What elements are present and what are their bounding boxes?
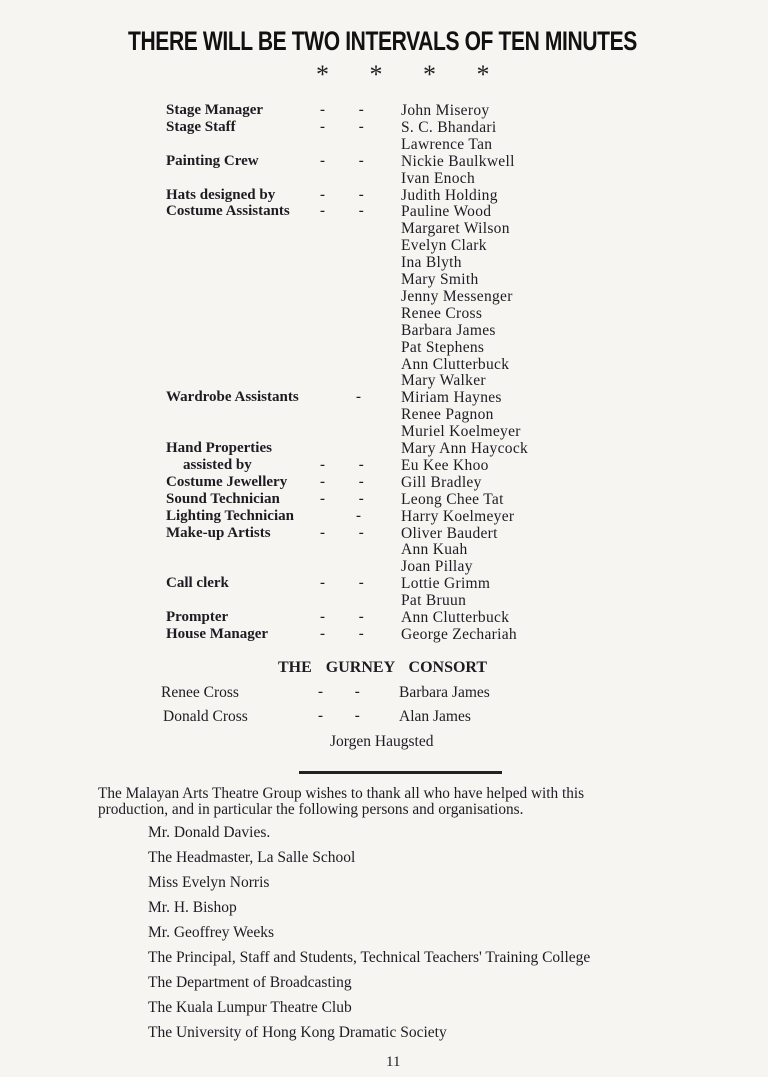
thanks-item: The University of Hong Kong Dramatic Society	[148, 1024, 447, 1041]
dash-separator: - -	[320, 102, 364, 118]
credit-role: Costume Jewellery	[166, 473, 288, 490]
credit-role: Make-up Artists	[166, 524, 271, 541]
thanks-item: The Department of Broadcasting	[148, 974, 352, 991]
credit-name: Nickie Baulkwell	[401, 152, 515, 170]
thanks-item: The Principal, Staff and Students, Technical Teachers' Training College	[148, 949, 591, 966]
credit-role: Hand Properties	[166, 440, 272, 456]
thanks-item: Mr. H. Bishop	[148, 899, 237, 916]
credit-name: Oliver Baudert	[401, 524, 498, 542]
credit-name: John Miseroy	[401, 102, 490, 119]
dash-separator: - -	[320, 118, 364, 135]
credit-name: Judith Holding	[401, 186, 498, 204]
credit-name: Pat Bruun	[401, 592, 467, 610]
credit-name: Pauline Wood	[401, 203, 492, 221]
credit-name: Mary Walker	[401, 372, 486, 390]
credit-role: Painting Crew	[166, 152, 259, 169]
credit-name: Gill Bradley	[401, 473, 482, 491]
credit-name: Leong Chee Tat	[401, 490, 504, 508]
thanks-item: Miss Evelyn Norris	[148, 874, 270, 891]
credit-role: assisted by	[183, 456, 252, 473]
thanks-item: The Kuala Lumpur Theatre Club	[148, 999, 352, 1016]
credit-name: Renee Cross	[401, 304, 483, 322]
credit-name: Ann Clutterbuck	[401, 609, 510, 626]
thanks-item: Mr. Geoffrey Weeks	[148, 924, 275, 941]
credit-role: Call clerk	[166, 575, 229, 592]
credit-name: Jenny Messenger	[401, 287, 513, 305]
credit-name: Evelyn Clark	[401, 237, 487, 255]
credit-role: Prompter	[166, 609, 229, 625]
consort-member: Alan James	[399, 708, 471, 725]
page-heading: THERE WILL BE TWO INTERVALS OF TEN MINUTES	[128, 26, 637, 56]
credit-name: Ina Blyth	[401, 254, 462, 272]
credit-name: S. C. Bhandari	[401, 118, 497, 136]
credit-role: Sound Technician	[166, 490, 280, 507]
consort-member: Jorgen Haugsted	[330, 733, 434, 750]
dash-separator: - -	[320, 152, 364, 169]
credit-name: Pat Stephens	[401, 338, 485, 356]
thanks-item: Mr. Donald Davies.	[148, 824, 271, 841]
credit-name: Ann Kuah	[401, 541, 468, 559]
credit-name: Renee Pagnon	[401, 406, 494, 424]
consort-member: Donald Cross	[163, 708, 248, 725]
dash-separator: - -	[320, 203, 364, 220]
horizontal-rule	[299, 771, 502, 774]
credit-name: Lottie Grimm	[401, 575, 491, 593]
credit-name: Lawrence Tan	[401, 135, 493, 153]
credit-name: Joan Pillay	[401, 558, 473, 576]
thanks-intro-line: The Malayan Arts Theatre Group wishes to thank all who have helped with this	[98, 785, 585, 802]
thanks-intro-line: production, and in particular the following persons and organisations.	[98, 801, 524, 818]
dash-separator: - -	[320, 456, 364, 473]
dash-separator: - -	[318, 708, 360, 724]
credit-name: Ivan Enoch	[401, 169, 476, 187]
credit-role: Costume Assistants	[166, 203, 290, 220]
credit-name: Harry Koelmeyer	[401, 507, 515, 525]
dash-separator: - -	[320, 575, 364, 592]
credit-role: Stage Staff	[166, 118, 236, 135]
credit-role: Hats designed by	[166, 186, 276, 203]
dash-separator: - -	[320, 609, 364, 625]
credit-name: Eu Kee Khoo	[401, 456, 489, 474]
credit-name: Margaret Wilson	[401, 220, 510, 238]
consort-heading: THE GURNEY CONSORT	[278, 659, 488, 676]
credit-name: Mary Smith	[401, 271, 479, 288]
credit-role: House Manager	[166, 625, 269, 642]
dash-separator: - -	[320, 625, 364, 642]
consort-member: Renee Cross	[161, 684, 239, 701]
consort-member: Barbara James	[399, 684, 490, 701]
dash-separator: -	[356, 507, 361, 524]
dash-separator: - -	[320, 473, 364, 490]
credit-name: George Zechariah	[401, 625, 517, 643]
asterisk-divider: * * * *	[316, 60, 490, 89]
credit-name: Ann Clutterbuck	[401, 355, 510, 373]
page-number: 11	[386, 1054, 401, 1070]
credit-role: Wardrobe Assistants	[166, 389, 299, 406]
credit-name: Mary Ann Haycock	[401, 440, 529, 457]
dash-separator: - -	[320, 186, 364, 203]
credit-role: Stage Manager	[166, 102, 264, 118]
dash-separator: - -	[320, 490, 364, 507]
credit-role: Lighting Technician	[166, 507, 294, 524]
credit-name: Muriel Koelmeyer	[401, 423, 521, 441]
credit-name: Miriam Haynes	[401, 389, 502, 407]
credit-name: Barbara James	[401, 321, 496, 339]
dash-separator: -	[356, 389, 361, 406]
dash-separator: - -	[318, 684, 360, 700]
dash-separator: - -	[320, 524, 364, 541]
thanks-intro	[98, 786, 584, 818]
thanks-item: The Headmaster, La Salle School	[148, 849, 356, 866]
